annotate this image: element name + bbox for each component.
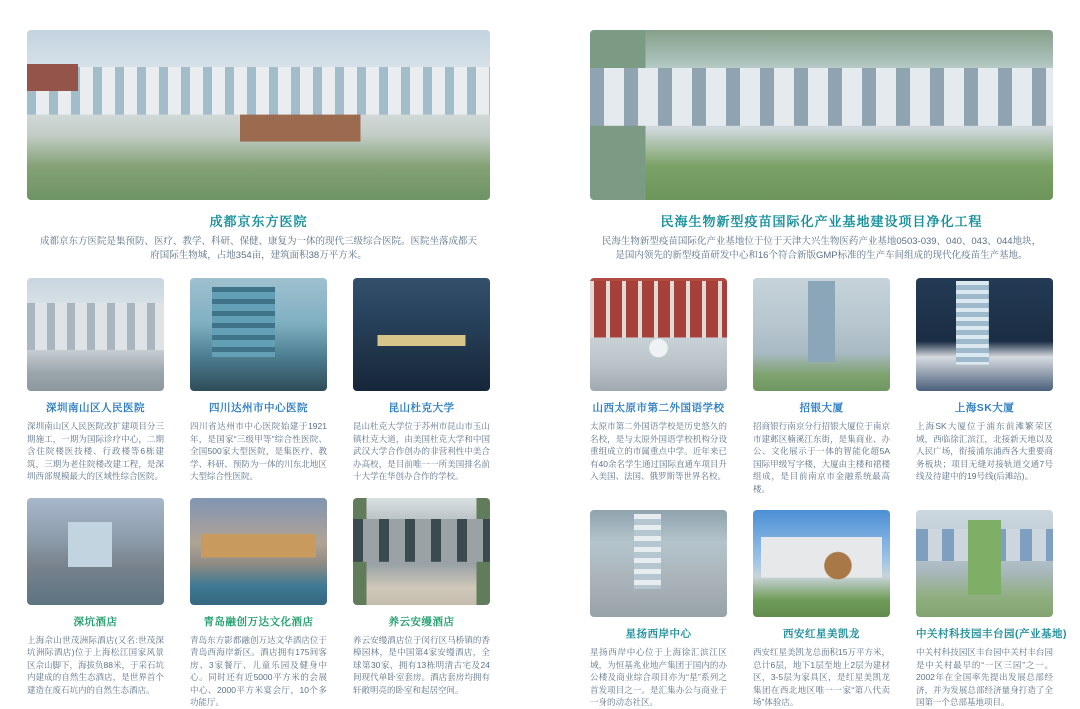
card-title: 青岛融创万达文化酒店	[203, 615, 314, 628]
card-title: 招银大厦	[799, 402, 844, 414]
card-photo-qingdao-wanda-hotel	[190, 498, 327, 605]
project-card	[353, 498, 490, 709]
card-photo-amanyangyun-hotel	[353, 498, 490, 605]
card-title: 西安红星美凯龙	[783, 628, 860, 640]
project-card	[916, 278, 1053, 495]
card-photo-duke-kunshan-university	[353, 278, 490, 391]
card-row	[27, 278, 490, 483]
card-description: 中关村科技园区丰台园中关村丰台园是中关村最早的“一区三园”之一。2002年在全国率先提出发展总部经济，并为发展总部经济量身打造了全国第一个总部基地项目。	[916, 647, 1053, 707]
card-description: 四川省达州市中心医院始建于1921年，是国家“三级甲等”综合性医院、全国500家大型医院，是集医疗、教学、科研、预防为一体的川东北地区大型综合性医院。	[190, 421, 327, 481]
hero-photo-chengdu-boe-hospital	[27, 30, 490, 200]
card-description: 养云安缦酒店位于闵行区马桥镇的香樟园林，是中国第4家安缦酒店，全球第30家，拥有13栋明清古宅及24间现代单卧室套房。酒店套房均拥有轩敞明亮的卧室和起居空间。	[353, 634, 490, 695]
card-photo-xingyang-west-bund-center	[590, 510, 727, 617]
card-photo-shenkeng-hotel	[27, 498, 164, 605]
card-photo-shanghai-sk-tower	[916, 278, 1053, 391]
card-title: 星扬西岸中心	[625, 628, 692, 640]
card-description: 青岛东方影都融创万达文华酒店位于青岛西海岸新区。酒店拥有175间客房、3家餐厅、儿童乐园及健身中心。同时还有近5000平方米的会展中心、2000平方米宴会厅，10个多功能厅。	[190, 634, 327, 707]
card-row	[27, 498, 490, 709]
card-photo-zhaoyin-tower	[753, 278, 890, 391]
page-right	[590, 30, 1067, 709]
card-title: 山西太原市第二外国语学校	[592, 402, 725, 414]
project-card	[753, 278, 890, 495]
hero-title: 成都京东方医院	[209, 214, 308, 229]
card-photo-zhongguancun-fengtai-park	[916, 510, 1053, 617]
card-title: 中关村科技园丰台园(产业基地)	[916, 628, 1067, 640]
project-card	[27, 498, 164, 709]
project-card	[27, 278, 164, 483]
project-card	[590, 278, 727, 495]
card-description: 上海佘山世茂洲际酒店(又名:世茂深坑洲际酒店)位于上海松江国家风景区佘山脚下，海拔负88米，于采石坑内建成的自然生态酒店，是世界首个建造在废石坑内的自然生态酒店。	[27, 634, 164, 695]
card-description: 星扬西岸中心位于上海徐汇滨江区域，为恒基兆业地产集团于国内的办公楼及商业综合项目亦为“星”系列之首发项目之一。是汇集办公与商业于一身的动态社区。	[590, 647, 727, 707]
card-description: 昆山杜克大学位于苏州市昆山市玉山镇杜克大道，由美国杜克大学和中国武汉大学合作创办的非营利性中美合办高校，是目前唯一一所美国排名前十大学在华创办合作的学校。	[353, 421, 490, 481]
hero-description: 民海生物新型疫苗国际化产业基地位于位于天津大兴生物医药产业基地0503-039、040、043、044地块，是国内领先的新型疫苗研发中心和16个符合新版GMP标准的生产车间组成的现代化疫苗生产基地。	[601, 236, 1042, 261]
card-photo-nanshan-hospital	[27, 278, 164, 391]
card-row	[590, 278, 1053, 495]
card-photo-taiyuan-school	[590, 278, 727, 391]
card-title: 养云安缦酒店	[388, 615, 455, 628]
card-title: 上海SK大厦	[954, 402, 1015, 414]
project-card	[190, 498, 327, 709]
card-title: 昆山杜克大学	[388, 402, 455, 414]
card-description: 西安红星美凯龙总面积15万平方米，总计6层，地下1层至地上2层为建材区，3-5层为家具区，是红星美凯龙集团在西北地区唯一一家“第八代卖场”体验店。	[753, 647, 890, 707]
card-description: 深圳南山区人民医院改扩建项目分三期施工，一期为国际诊疗中心，二期含住院楼医技楼、行政楼等6栋建筑，三期为老住院楼改建工程，是深圳西部规模最大的区域性综合医院。	[27, 421, 164, 481]
card-title: 四川达州市中心医院	[209, 402, 308, 414]
hero-title: 民海生物新型疫苗国际化产业基地建设项目净化工程	[660, 214, 983, 229]
card-title: 深圳南山区人民医院	[46, 402, 145, 414]
hero-photo-minhai-biotech-base	[590, 30, 1053, 200]
card-title: 深坑酒店	[73, 615, 118, 628]
card-photo-xian-hongxing-mall	[753, 510, 890, 617]
card-photo-dazhou-hospital	[190, 278, 327, 391]
hero-description: 成都京东方医院是集预防、医疗、教学、科研、保健、康复为一体的现代三级综合医院。医院坐落成都天府国际生物城，占地354亩，建筑面积38万平方米。	[39, 236, 477, 261]
card-description: 太原市第二外国语学校是历史悠久的名校，是与太原外国语学校机构分设重组成立的市属重点中学。近年来已有40余名学生通过国际直通车项目升入美国、法国、俄罗斯等世界名校。	[590, 421, 727, 481]
project-card	[190, 278, 327, 483]
project-card	[353, 278, 490, 483]
card-description: 招商银行南京分行招银大厦位于南京市建邺区楠溪江东街，是集商业、办公、文化展示于一体的智能化超5A国际甲级写字楼，大厦由主楼和裙楼组成，是目前南京市金融系统最高楼。	[753, 421, 890, 494]
card-description: 上海SK大厦位于浦东前滩繁荣区域，西临徐汇滨江，北接新天地以及人民广场，衔接浦东浦西各大重要商务板块；项目无缝对接轨道交通7号线及待建中的19号线(后滩站)。	[916, 421, 1053, 481]
page-left	[27, 30, 490, 709]
